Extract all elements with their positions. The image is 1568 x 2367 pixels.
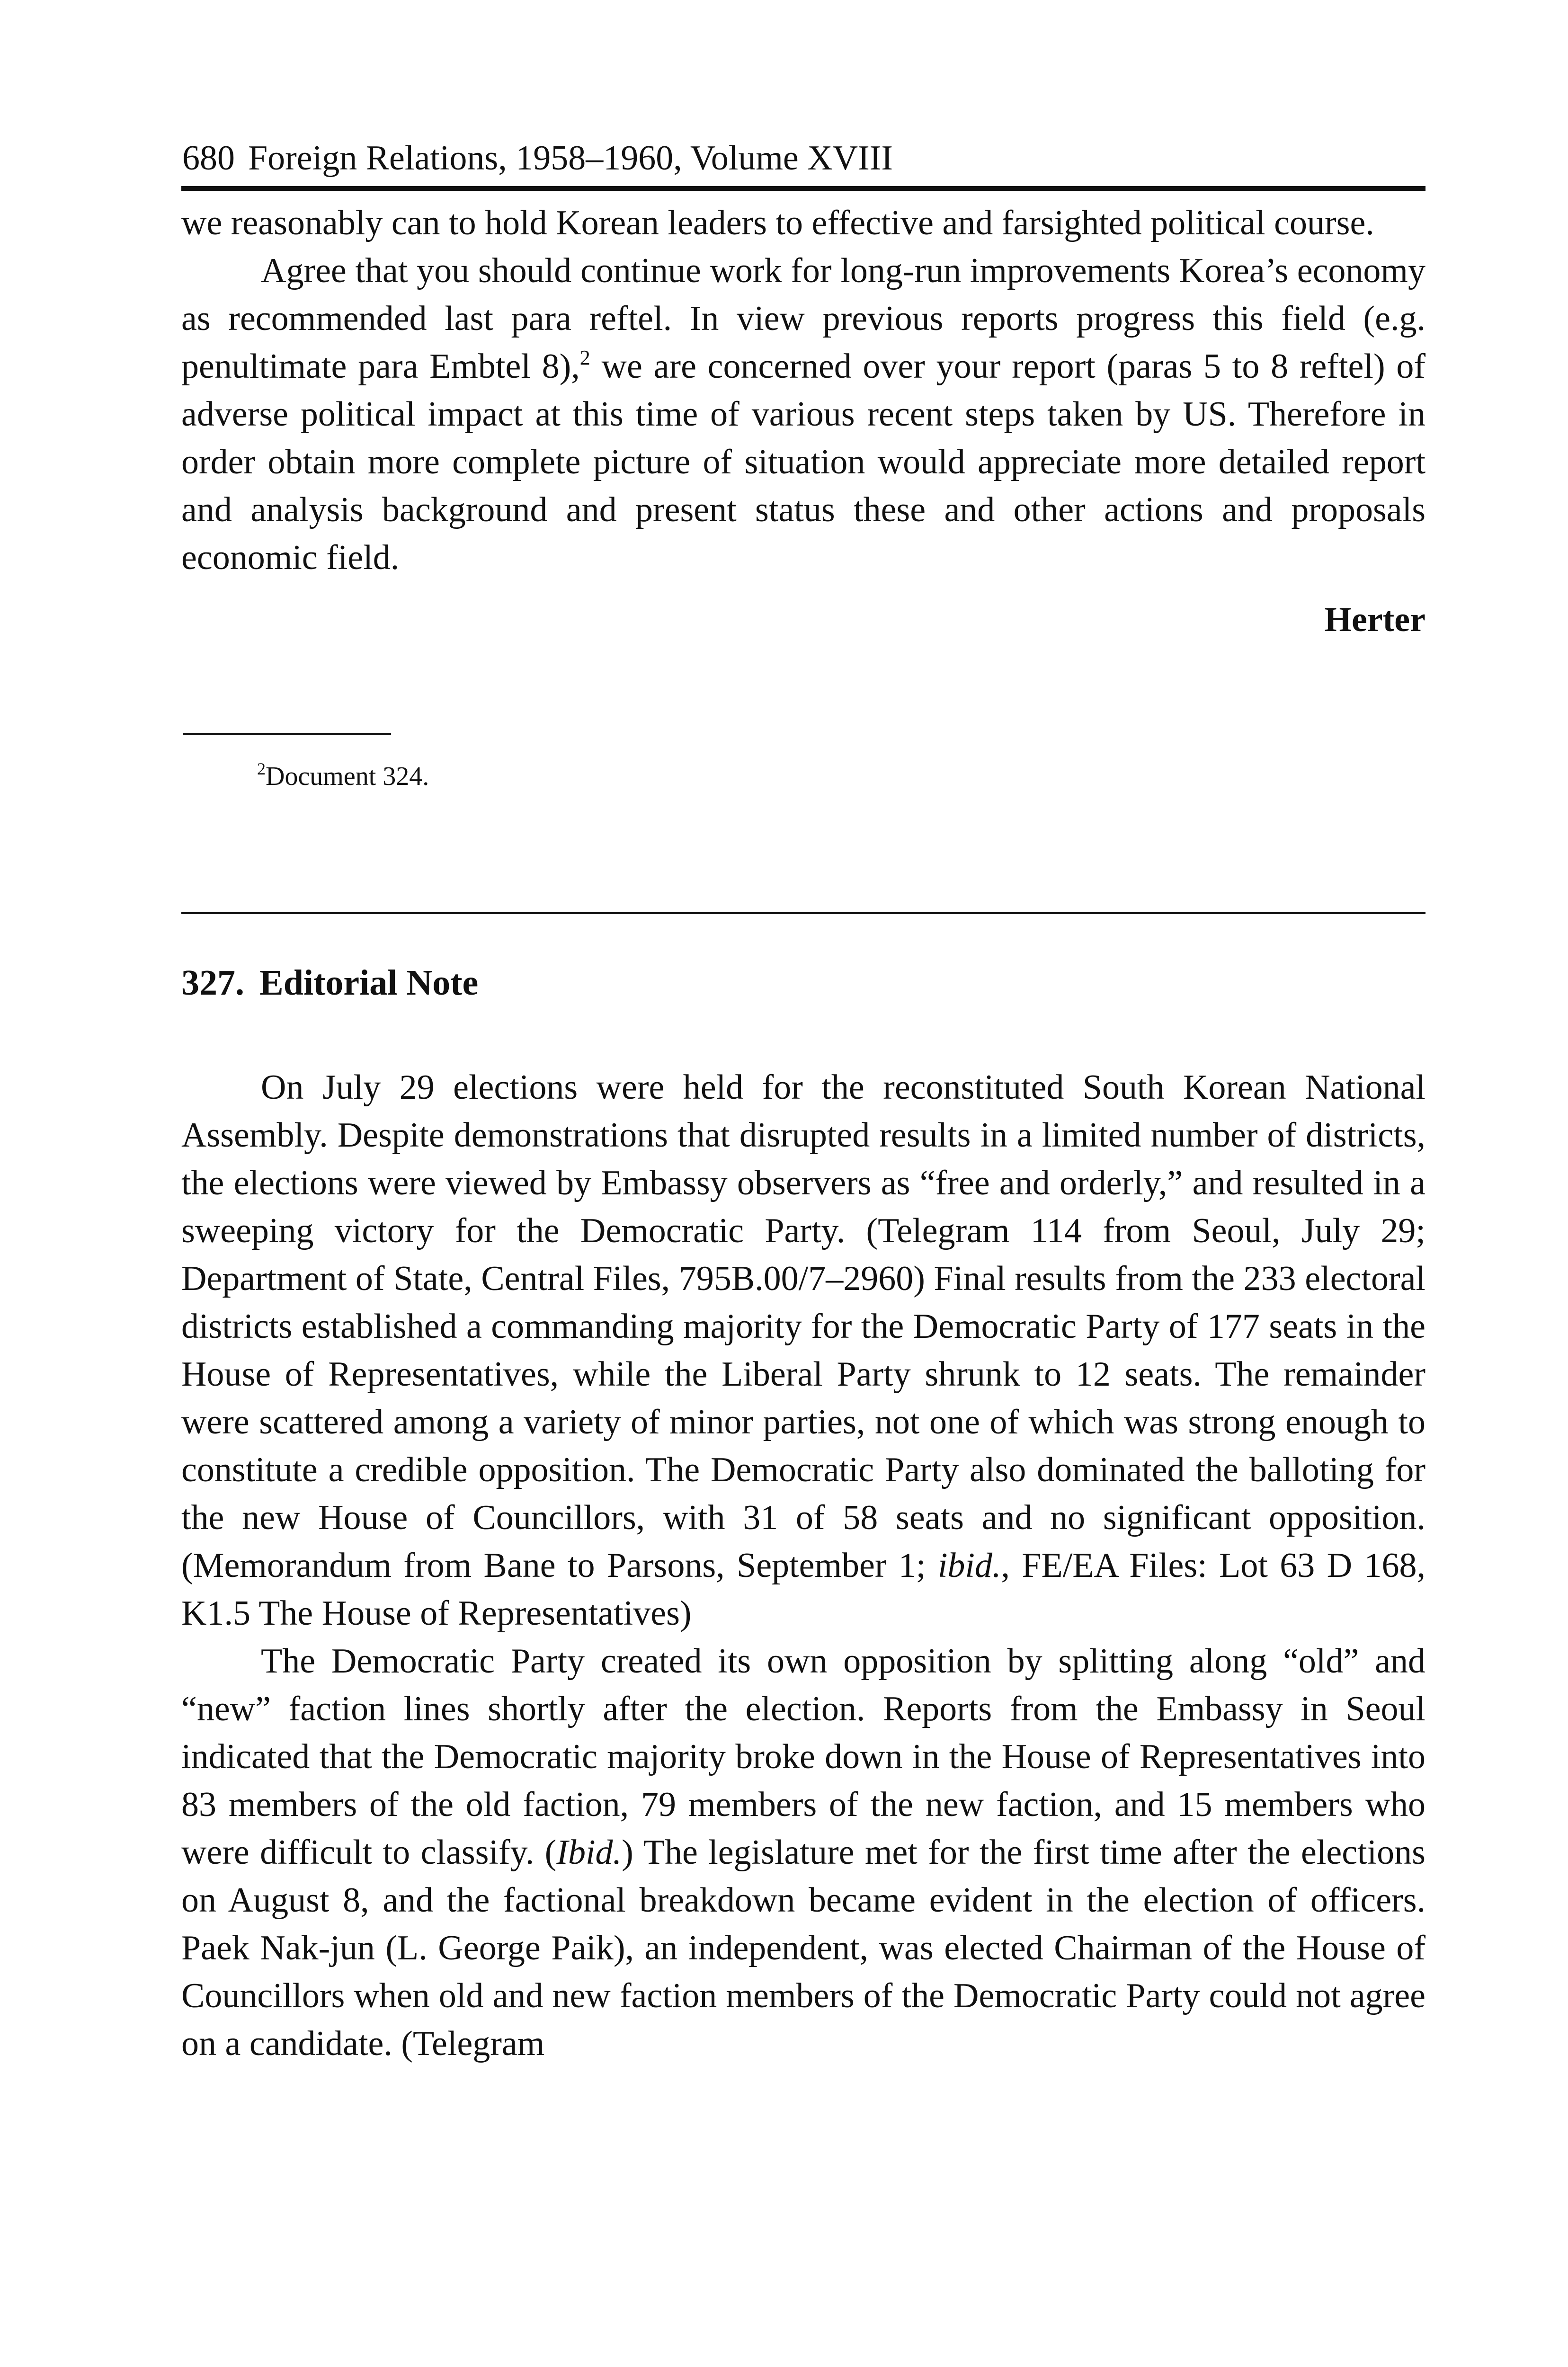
faction-paragraph-text-a: The Democratic Party created its own opposition by splitting along “old” and “new” faction lines shortly after the election. Reports from the Embassy in Seoul indicated that the Democratic majority broke down in the House of Representatives into 83 members of the old faction, 79 members of the new faction, and 15 members who were difficult to classify. (	[181, 1642, 1425, 1872]
footnote-reference[interactable]: 2	[579, 346, 590, 369]
footnote-rule	[183, 733, 391, 735]
footnote-text: Document 324.	[266, 761, 429, 791]
faction-paragraph-text-b: ) The legislature met for the first time after the elections on August 8, and the factional breakdown became evident in the election of officers. Paek Nak-jun (L. George Paik), an independent, was elected Chairman of the House of Councillors when old and new faction members of the Democratic Party could not agree on a candidate. (Telegram	[181, 1833, 1425, 2064]
page-number: 680	[182, 139, 235, 178]
ibid-citation: Ibid.	[556, 1833, 622, 1872]
ibid-citation: ibid.	[937, 1546, 1001, 1585]
document-number: 327.	[181, 962, 244, 1003]
election-paragraph-text-b: , FE/EA Files: Lot 63 D 168, K1.5 The House of Representatives)	[181, 1546, 1426, 1633]
editorial-note-body	[181, 1064, 1425, 2068]
agree-paragraph-text-a: Agree that you should continue work for long-run improvements Korea’s economy as recommended last para reftel. In view previous reports progress this field (e.g. penultimate para Embtel 8),	[181, 251, 1425, 386]
footnote	[257, 759, 1425, 792]
running-head	[181, 137, 1425, 179]
agree-paragraph	[181, 247, 1425, 582]
document-heading	[181, 961, 1425, 1005]
section-rule	[181, 912, 1425, 914]
continued-paragraph: we reasonably can to hold Korean leaders to effective and farsighted political course.	[181, 203, 1374, 242]
election-paragraph	[181, 1064, 1425, 1637]
signature: Herter	[1324, 600, 1425, 639]
election-paragraph-text-a: On July 29 elections were held for the reconstituted South Korean National Assembly. Despite demonstrations that disrupted results in a limited number of districts, the elections were viewed by Embassy observers as “free and orderly,” and resulted in a sweeping victory for the Democratic Party. (Telegram 114 from Seoul, July 29; Department of State, Central Files, 795B.00/7–2960) Final results from the 233 electoral districts established a commanding majority for the Democratic Party of 177 seats in the House of Representatives, while the Liberal Party shrunk to 12 seats. The remainder were scattered among a variety of minor parties, not one of which was strong enough to constitute a credible opposition. The Democratic Party also dominated the balloting for the new House of Councillors, with 31 of 58 seats and no significant opposition. (Memorandum from Bane to Parsons, September 1;	[181, 1068, 1425, 1585]
document-page	[181, 137, 1425, 2068]
document-title: Editorial Note	[259, 962, 479, 1003]
faction-paragraph	[181, 1637, 1425, 2068]
agree-paragraph-text-b: we are concerned over your report (paras 5 to 8 reftel) of adverse political impact at this time of various recent steps taken by US. Therefore in order obtain more complete picture of situation would appreciate more detailed report and analysis background and present status these and other actions and proposals economic field.	[181, 347, 1425, 577]
running-title: Foreign Relations, 1958–1960, Volume XVIII	[248, 139, 893, 178]
footnote-number: 2	[257, 759, 266, 778]
header-rule	[181, 186, 1425, 191]
